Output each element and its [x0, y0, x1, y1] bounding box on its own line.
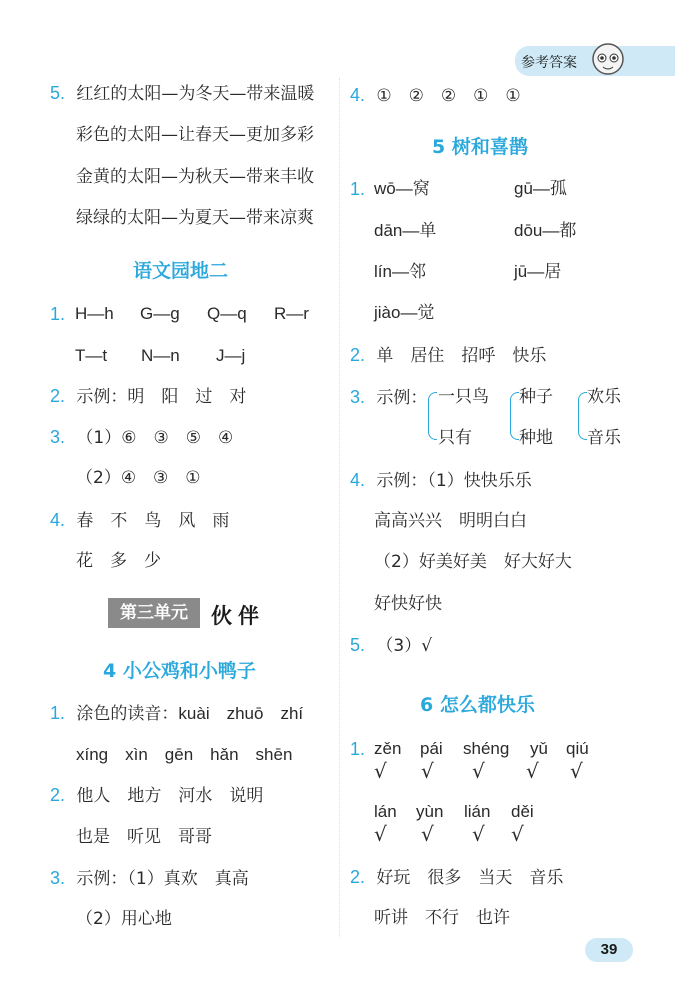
l5-3-group-3b: 音乐	[587, 428, 621, 448]
l5-3-group-1b: 只有	[438, 428, 472, 448]
l4-1-line-1: 1. 涂色的读音：kuài zhuō zhí	[50, 703, 304, 723]
q5-line-2: 彩色的太阳—让春天—更加多彩	[76, 125, 314, 145]
section-title-garden: 语文园地二	[133, 260, 229, 282]
column-divider	[339, 78, 340, 938]
g3-line-2: （2）④ ③ ①	[76, 468, 201, 488]
l4-2-line-2: 也是 听见 哥哥	[76, 827, 212, 847]
l4-1-line-2: xíng xìn gēn hǎn shēn	[76, 745, 293, 764]
l4-2-line-1: 2. 他人 地方 河水 说明	[50, 785, 264, 806]
q5-line-1: 5. 红红的太阳—为冬天—带来温暖	[50, 83, 315, 104]
l5-3-group-3a: 欢乐	[587, 387, 621, 407]
unit-label: 第三单元	[108, 598, 200, 628]
l4-3-line-2: （2）用心地	[76, 909, 172, 929]
g2-line: 2. 示例：明 阳 过 对	[50, 386, 247, 407]
lesson-4-title: 4 小公鸡和小鸭子	[103, 660, 256, 682]
l5-5-line: 5. （3）√	[350, 635, 433, 656]
brace-3	[578, 392, 587, 440]
l6-1-row-1: 1. zěn pái shéng yǔ qiú	[350, 739, 589, 759]
l5-3-group-1a: 一只鸟	[438, 387, 489, 407]
q5-line-3: 金黄的太阳—为秋天—带来丰收	[76, 167, 314, 187]
l5-3-group-2b: 种地	[519, 428, 553, 448]
brace-2	[510, 392, 519, 440]
unit-title: 伙伴	[211, 604, 265, 628]
l5-2-line: 2. 单 居住 招呼 快乐	[350, 345, 547, 366]
g1-row-1: 1. H—h G—g Q—q R—r	[50, 304, 309, 324]
page-number: 39	[585, 938, 633, 962]
l6-2-line-2: 听讲 不行 也许	[374, 908, 510, 928]
brace-1	[428, 392, 437, 440]
q5-line-4: 绿绿的太阳—为夏天—带来凉爽	[76, 208, 314, 228]
l5-4-line-2: 高高兴兴 明明白白	[374, 511, 527, 531]
l5-1-row-4: jiào—觉	[374, 303, 435, 322]
lesson-6-title: 6 怎么都快乐	[420, 694, 535, 716]
g4-line-2: 花 多 少	[76, 551, 161, 571]
l5-4-line-4: 好快好快	[374, 594, 442, 614]
l5-3-label: 3. 示例：	[350, 387, 428, 408]
g3-line-1: 3. （1）⑥ ③ ⑤ ④	[50, 427, 234, 448]
l5-4-line-1: 4. 示例：（1）快快乐乐	[350, 470, 532, 491]
g4-line-1: 4. 春 不 鸟 风 雨	[50, 510, 230, 531]
answer-key-label: 参考答案	[521, 55, 577, 71]
q4-line: 4. ① ② ② ① ①	[350, 85, 521, 106]
l5-1-row-1: 1. wō—窝 gū—孤	[350, 179, 567, 199]
l5-3-group-2a: 种子	[519, 387, 553, 407]
mascot-icon	[590, 40, 626, 78]
l5-4-line-3: （2）好美好美 好大好大	[374, 552, 572, 572]
l4-3-line-1: 3. 示例：（1）真欢 真高	[50, 868, 249, 889]
lesson-5-title: 5 树和喜鹊	[432, 136, 528, 158]
l6-2-line-1: 2. 好玩 很多 当天 音乐	[350, 867, 564, 888]
